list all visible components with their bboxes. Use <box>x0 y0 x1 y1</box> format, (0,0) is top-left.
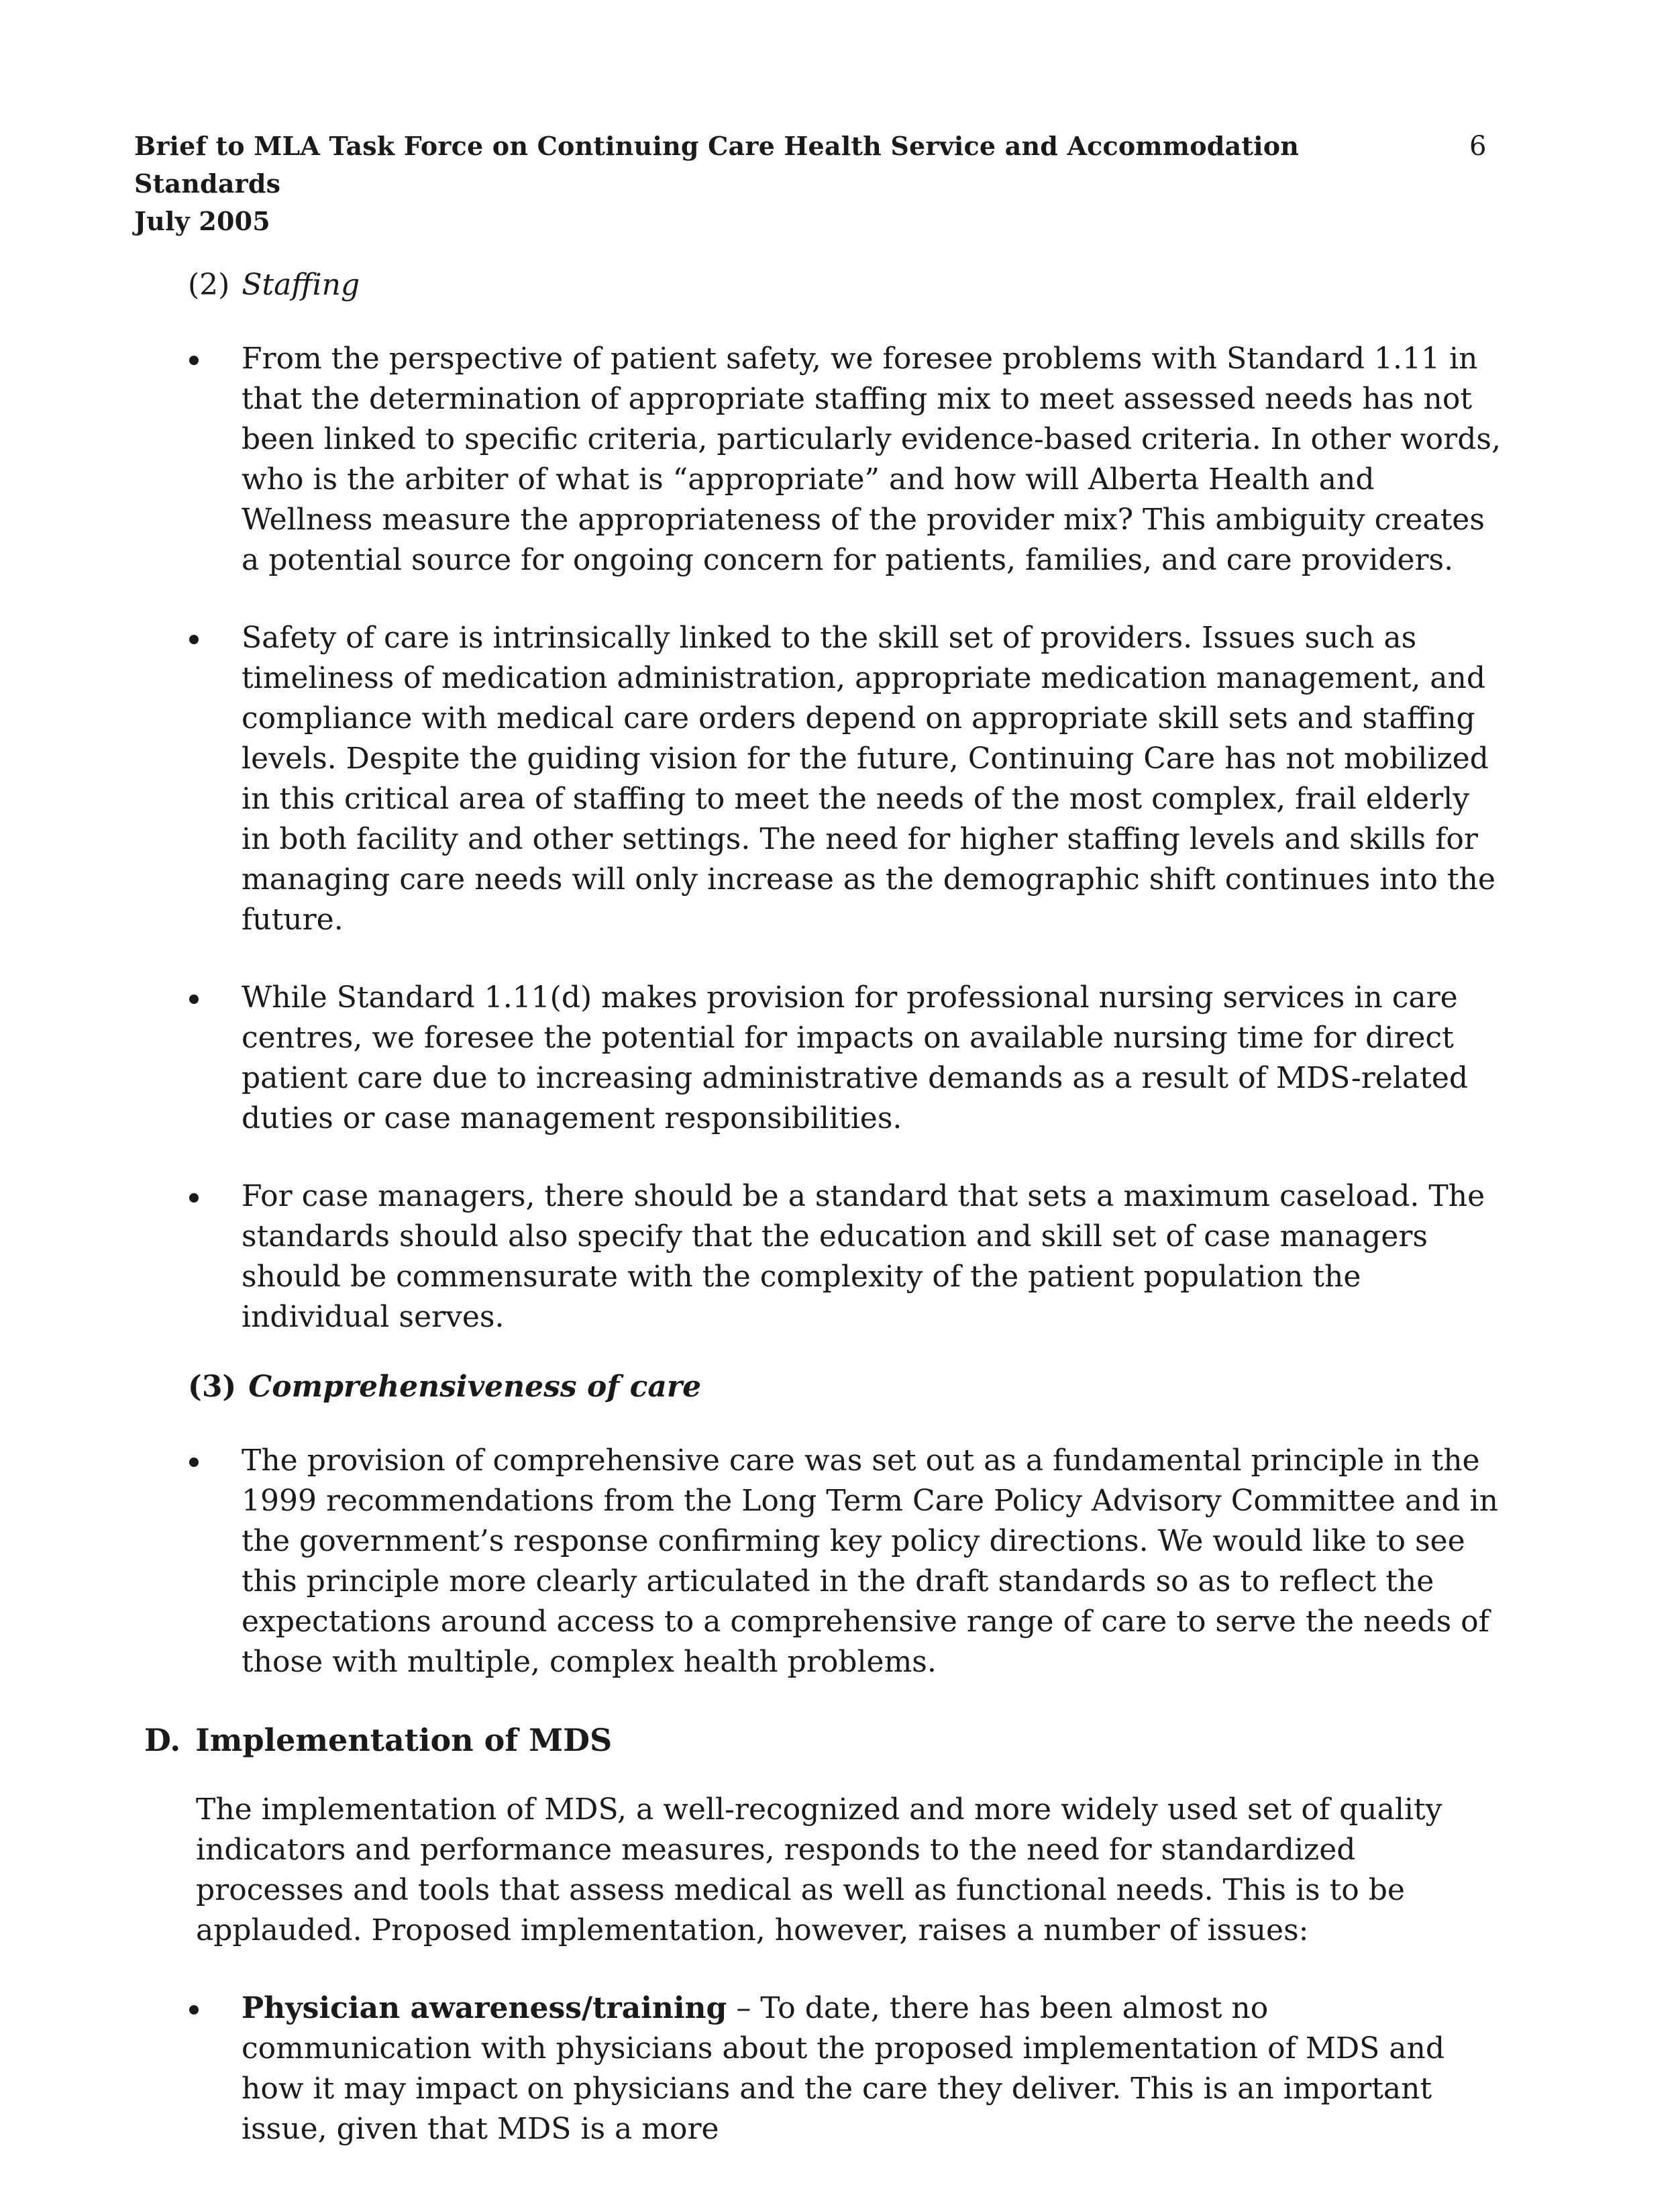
running-header <box>134 128 1342 240</box>
subsection-staffing-heading <box>188 265 1503 305</box>
section-letter: D. <box>144 1722 181 1758</box>
page-number: 6 <box>1469 131 1487 162</box>
section-title: Implementation of MDS <box>195 1722 613 1758</box>
bullet-icon <box>189 1193 199 1203</box>
page-body <box>134 265 1503 2187</box>
subsection-number: (3) <box>188 1370 237 1404</box>
list-item <box>134 618 1503 940</box>
list-item <box>134 978 1503 1139</box>
bullet-icon <box>189 635 199 644</box>
list-item <box>134 1441 1503 1682</box>
header-title: Brief to MLA Task Force on Continuing Care Health Service and Accommodation Standards <box>134 131 1300 199</box>
section-intro-paragraph: The implementation of MDS, a well-recognized and more widely used set of quality indicators and performance measures, responds to the need for standardized processes and tools that assess medical as well as functional needs. This is to be applauded. Proposed implementation, however, raises a number of issues: <box>196 1792 1442 1947</box>
bullet-text: While Standard 1.11(d) makes provision for professional nursing services in care centres, we foresee the potential for impacts on available nursing time for direct patient care due to increasing administrative demands as a result of MDS-related duties or case management responsibilities. <box>242 980 1469 1135</box>
list-item <box>134 339 1503 580</box>
bullet-icon <box>189 2005 199 2015</box>
header-date: July 2005 <box>134 206 270 236</box>
section-heading <box>144 1720 1503 1760</box>
subsection-title: Staffing <box>242 268 360 302</box>
bullet-text: – To date, there has been almost no communication with physicians about the proposed implementation of MDS and how it may impact on physicians and the care they deliver. This is an important issue, given that MDS is a more <box>242 1991 1445 2146</box>
bullet-icon <box>189 1458 199 1467</box>
bullet-icon <box>189 995 199 1004</box>
bullet-lead: Physician awareness/training <box>242 1991 727 2025</box>
subsection-title: Comprehensiveness of care <box>248 1370 702 1404</box>
bullet-text: From the perspective of patient safety, we foresee problems with Standard 1.11 in that the determination of appropriate staffing mix to meet assessed needs has not been linked to specific criteria, particularly evidence-based criteria. In other words, who is the arbiter of what is “appropriate” and how will Alberta Health and Wellness measure the appropriateness of the provider mix? This ambiguity creates a potential source for ongoing concern for patients, families, and care providers. <box>242 342 1501 577</box>
subsection-number: (2) <box>188 268 230 302</box>
bullet-icon <box>189 356 199 365</box>
bullet-text: The provision of comprehensive care was set out as a fundamental principle in the 1999 recommendations from the Long Term Care Policy Advisory Committee and in the government’s response confirming key policy directions. We would like to see this principle more clearly articulated in the draft standards so as to reflect the expectations around access to a comprehensive range of care to serve the needs of those with multiple, complex health problems. <box>242 1443 1498 1679</box>
list-item <box>134 1176 1503 1337</box>
bullet-text: For case managers, there should be a standard that sets a maximum caseload. The standards should also specify that the education and skill set of case managers should be commensurate with the complexity of the patient population the individual serves. <box>242 1179 1485 1334</box>
bullet-text: Safety of care is intrinsically linked to the skill set of providers. Issues such as timeliness of medication administration, appropriate medication management, and compliance with medical care orders depend on appropriate skill sets and staffing levels. Despite the guiding vision for the future, Continuing Care has not mobilized in this critical area of staffing to meet the needs of the most complex, frail elderly in both facility and other settings. The need for higher staffing levels and skills for managing care needs will only increase as the demographic shift continues into the future. <box>242 621 1495 937</box>
subsection-comprehensiveness-heading <box>188 1367 1503 1407</box>
list-item <box>134 1988 1503 2149</box>
